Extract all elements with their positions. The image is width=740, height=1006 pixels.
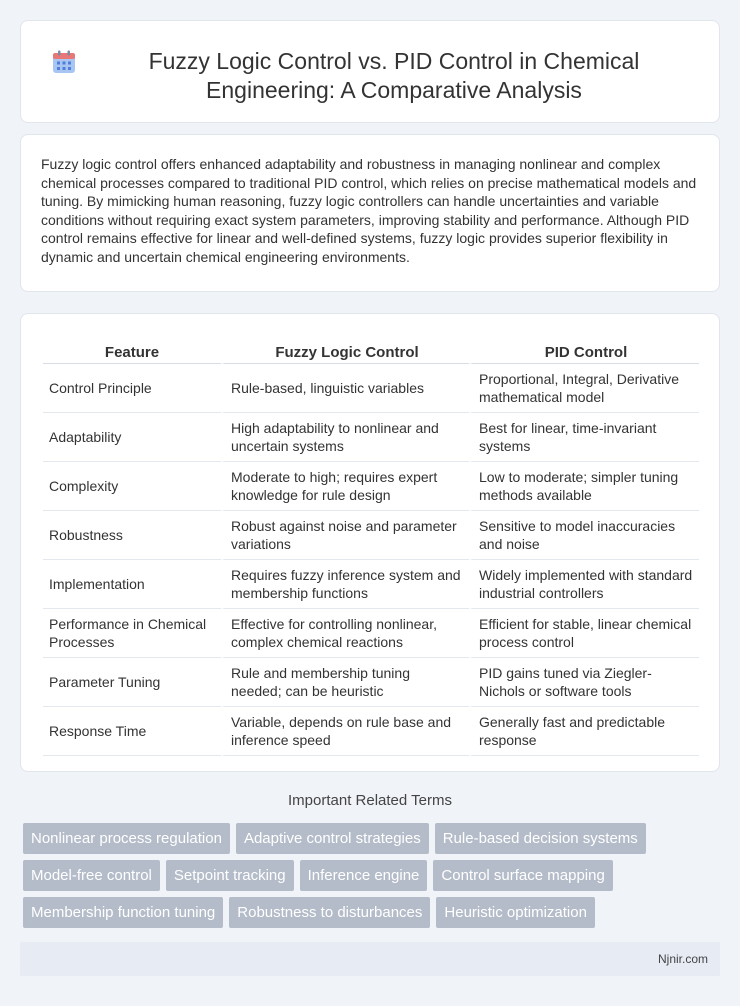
summary-card: [20, 134, 720, 292]
feature-cell: Control Principle: [43, 364, 221, 413]
fuzzy-cell: Rule and membership tuning needed; can be heuristic: [221, 658, 469, 707]
pid-cell: Sensitive to model inaccuracies and noise: [469, 511, 699, 560]
header-fuzzy-logic: Fuzzy Logic Control: [221, 334, 469, 364]
term-row: [23, 823, 723, 854]
header-pid: PID Control: [469, 334, 699, 364]
table-row: [43, 658, 699, 707]
fuzzy-cell: Variable, depends on rule base and inference speed: [221, 707, 469, 756]
term-tag[interactable]: Control surface mapping: [433, 860, 612, 891]
title-card: [20, 20, 720, 123]
term-tag[interactable]: Robustness to disturbances: [229, 897, 430, 928]
fuzzy-cell: Moderate to high; requires expert knowledge for rule design: [221, 462, 469, 511]
fuzzy-cell: Rule-based, linguistic variables: [221, 364, 469, 413]
fuzzy-cell: High adaptability to nonlinear and uncertain systems: [221, 413, 469, 462]
table-row: [43, 511, 699, 560]
term-tag[interactable]: Adaptive control strategies: [236, 823, 429, 854]
pid-cell: Generally fast and predictable response: [469, 707, 699, 756]
table-row: [43, 364, 699, 413]
title-row: [21, 21, 719, 105]
feature-cell: Adaptability: [43, 413, 221, 462]
table-row: [43, 560, 699, 609]
table-row: [43, 609, 699, 658]
related-terms: [23, 823, 723, 934]
feature-cell: Performance in Chemical Processes: [43, 609, 221, 658]
feature-cell: Implementation: [43, 560, 221, 609]
term-tag[interactable]: Heuristic optimization: [436, 897, 595, 928]
pid-cell: Efficient for stable, linear chemical process control: [469, 609, 699, 658]
table-row: [43, 462, 699, 511]
table-row: [43, 707, 699, 756]
feature-cell: Response Time: [43, 707, 221, 756]
term-tag[interactable]: Rule-based decision systems: [435, 823, 646, 854]
pid-cell: Best for linear, time-invariant systems: [469, 413, 699, 462]
term-tag[interactable]: Inference engine: [300, 860, 428, 891]
footer-site[interactable]: Njnir.com: [657, 952, 708, 966]
table-row: [43, 413, 699, 462]
term-row: [23, 897, 723, 928]
comparison-table: [43, 334, 699, 756]
term-row: [23, 860, 723, 891]
comparison-table-card: [20, 313, 720, 772]
related-terms-heading: Important Related Terms: [288, 792, 452, 809]
table-header-row: [43, 334, 699, 364]
term-tag[interactable]: Model-free control: [23, 860, 160, 891]
feature-cell: Parameter Tuning: [43, 658, 221, 707]
term-tag[interactable]: Setpoint tracking: [166, 860, 294, 891]
term-tag[interactable]: Membership function tuning: [23, 897, 223, 928]
header-feature: Feature: [43, 334, 221, 364]
summary-text: Fuzzy logic control offers enhanced adaptability and robustness in managing nonlinear and complex chemical processes compared to traditional PID control, which relies on precise mathematical models and tuning. By mimicking human reasoning, fuzzy logic controllers can handle uncertainties and variable conditions without requiring exact system parameters, improving stability and performance. Although PID control remains effective for linear and well-defined systems, fuzzy logic provides superior flexibility in dynamic and uncertain chemical engineering environments.: [41, 156, 697, 265]
fuzzy-cell: Effective for controlling nonlinear, complex chemical reactions: [221, 609, 469, 658]
fuzzy-cell: Requires fuzzy inference system and membership functions: [221, 560, 469, 609]
page-title: Fuzzy Logic Control vs. PID Control in Chemical Engineering: A Comparative Analysis: [148, 48, 640, 103]
fuzzy-cell: Robust against noise and parameter variations: [221, 511, 469, 560]
pid-cell: Widely implemented with standard industrial controllers: [469, 560, 699, 609]
pid-cell: PID gains tuned via Ziegler-Nichols or software tools: [469, 658, 699, 707]
pid-cell: Low to moderate; simpler tuning methods available: [469, 462, 699, 511]
term-tag[interactable]: Nonlinear process regulation: [23, 823, 230, 854]
footer: [20, 942, 720, 976]
pid-cell: Proportional, Integral, Derivative mathematical model: [469, 364, 699, 413]
feature-cell: Complexity: [43, 462, 221, 511]
calendar-icon: [51, 49, 77, 75]
feature-cell: Robustness: [43, 511, 221, 560]
